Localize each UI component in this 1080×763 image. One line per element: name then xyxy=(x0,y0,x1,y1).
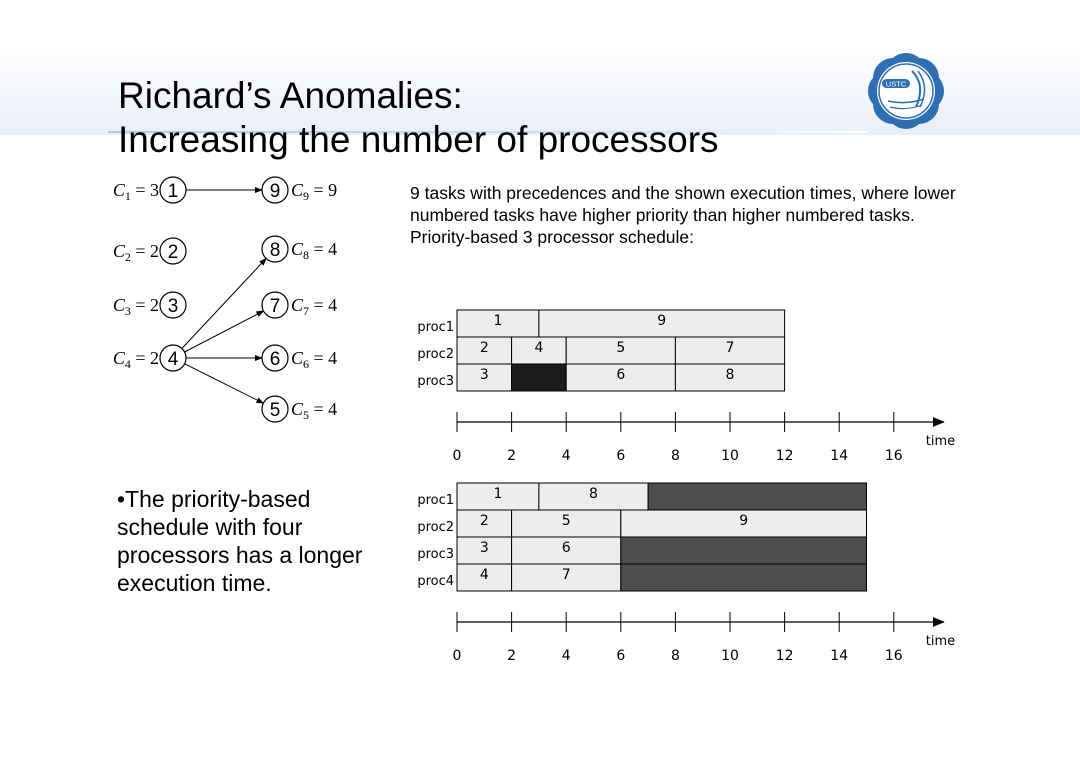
node-label: 1 xyxy=(167,181,179,202)
tick-label: 8 xyxy=(670,648,680,664)
task-label: 6 xyxy=(616,367,626,383)
processor-label: proc3 xyxy=(417,547,454,562)
tick-label: 10 xyxy=(721,648,739,664)
node-cost-label: $C_4 = 2$ xyxy=(112,348,159,371)
processor-label: proc2 xyxy=(417,347,454,362)
logo-text: USTC xyxy=(885,79,907,89)
idle-block xyxy=(512,364,567,391)
description-text: 9 tasks with precedences and the shown execution times, where lower numbered tasks have higher priority than higher numbered tasks. Priority-based 3 processor schedule: xyxy=(410,183,956,247)
title-line-2: Increasing the number of processors xyxy=(118,119,719,160)
processor-label: proc1 xyxy=(417,320,454,335)
node-label: 3 xyxy=(167,296,179,317)
node-label: 2 xyxy=(167,242,179,263)
task-label: 7 xyxy=(561,567,571,583)
tick-label: 12 xyxy=(775,648,794,664)
task-label: 5 xyxy=(561,513,571,529)
axis-label: time xyxy=(925,434,956,449)
task-label: 2 xyxy=(479,340,489,356)
node-cost-label: $C_3 = 2$ xyxy=(112,295,159,318)
tick-label: 14 xyxy=(830,648,849,664)
tick-label: 8 xyxy=(670,448,680,464)
tick-label: 16 xyxy=(884,648,903,664)
node-label: 6 xyxy=(269,349,281,370)
task-label: 4 xyxy=(534,340,544,356)
processor-label: proc4 xyxy=(417,574,454,589)
processor-label: proc3 xyxy=(417,374,454,389)
task-label: 2 xyxy=(479,513,489,529)
node-label: 7 xyxy=(269,296,281,317)
node-cost-label: $C_7 = 4$ xyxy=(291,295,338,318)
tick-label: 2 xyxy=(507,648,517,664)
task-label: 8 xyxy=(725,367,735,383)
node-label: 4 xyxy=(167,349,179,370)
task-label: 1 xyxy=(493,486,503,502)
task-label: 5 xyxy=(616,340,626,356)
bullet-point: •The priority-based schedule with four processors has a longer execution time. xyxy=(117,486,363,596)
task-label: 4 xyxy=(479,567,489,583)
tick-label: 16 xyxy=(884,448,903,464)
task-label: 1 xyxy=(493,313,503,329)
title-line-1: Richard’s Anomalies: xyxy=(118,75,463,116)
tick-label: 4 xyxy=(561,648,571,664)
node-cost-label: $C_8 = 4$ xyxy=(291,239,338,262)
node-cost-label: $C_1 = 3$ xyxy=(112,180,159,203)
node-cost-label: $C_9 = 9$ xyxy=(291,180,338,203)
task-label: 9 xyxy=(657,313,667,329)
processor-label: proc2 xyxy=(417,520,454,535)
tick-label: 0 xyxy=(452,648,462,664)
node-label: 5 xyxy=(269,400,281,421)
axis-label: time xyxy=(925,634,956,649)
task-label: 6 xyxy=(561,540,571,556)
tick-label: 10 xyxy=(721,448,739,464)
tick-label: 12 xyxy=(775,448,794,464)
four-processor-schedule xyxy=(417,483,955,664)
tick-label: 2 xyxy=(507,448,517,464)
three-processor-schedule xyxy=(417,310,955,464)
node-label: 9 xyxy=(269,181,281,202)
tick-label: 6 xyxy=(616,648,626,664)
task-label: 3 xyxy=(479,540,489,556)
tick-label: 6 xyxy=(616,448,626,464)
task-label: 7 xyxy=(725,340,735,356)
node-cost-label: $C_6 = 4$ xyxy=(291,348,338,371)
idle-block xyxy=(621,537,867,564)
processor-label: proc1 xyxy=(417,493,454,508)
idle-block xyxy=(648,483,866,510)
tick-label: 14 xyxy=(830,448,849,464)
idle-block xyxy=(621,564,867,591)
tick-label: 0 xyxy=(452,448,462,464)
task-label: 9 xyxy=(739,513,749,529)
node-cost-label: $C_5 = 4$ xyxy=(291,399,338,422)
task-label: 3 xyxy=(479,367,489,383)
tick-label: 4 xyxy=(561,448,571,464)
node-label: 8 xyxy=(269,240,281,261)
task-label: 8 xyxy=(589,486,598,502)
node-cost-label: $C_2 = 2$ xyxy=(112,241,159,264)
